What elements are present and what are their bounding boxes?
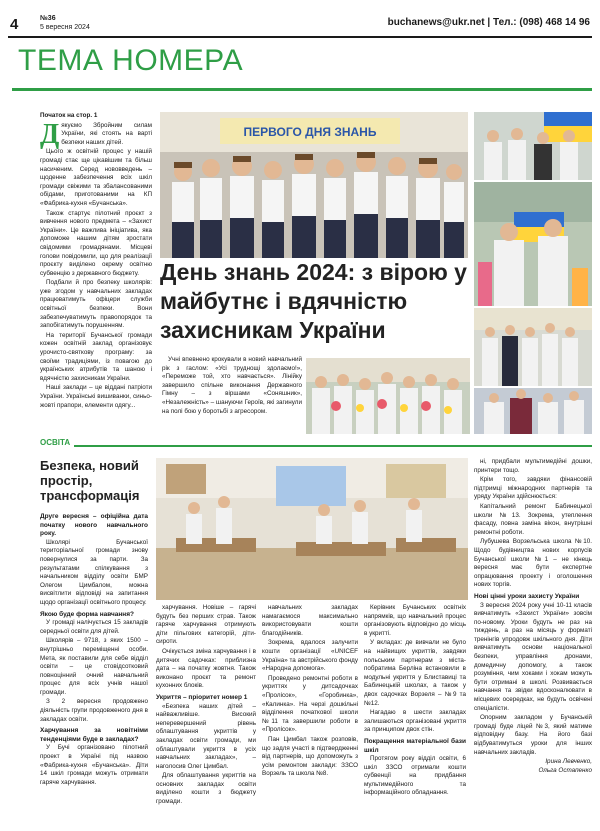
education-section-line [40,445,592,447]
continued-note: Початок на стор. 1 [40,112,98,119]
education-paragraph: Проведено ремонтні роботи в укриттях у дитсадочках «Пролісок», «Горобинка», «Калинка». На черзі дошкільні відділення початкової школи №11 та завершили роботи в «Пролісок». [262,674,358,734]
education-paragraph: Крім того, завдяки фінансовій підтримці міжнародних партнерів та уряду України здійснюється: [474,476,592,501]
education-paragraph: Лубушева Ворзельська школа №10. Щодо будівництва нових корпусів Бучанської школи №1 – не кінець вересня має бути експертне опрацювання проекту і оголошення нових торгів. [474,538,592,589]
education-paragraph: Школярі Бучанської територіальної громади знову повернулися за парти. За результатами спілкування з начальником відділу освіти БМР Олегом Цимбалом, можна висвітлити відповіді на запитання щодо організації освітнього процесу. [40,538,148,606]
education-subtitle: Друге вересня – офіційна дата початку нового навчального року. [40,513,148,538]
education-paragraph: Школярів – 9718, з яких 1500 – внутрішньо переміщенні особи. Мета, як поставили для себе відділ освіти – це стовідсотковий повноцінний очний навчальний процес для всіх учнів нашої громади. [40,637,148,696]
education-paragraph: «Безпека наших дітей – найважливіше. Високий неперевершений рівень облаштування укриттів у закладах освіти громади, ми облаштували укриття в усіх навчальних закладах», – наголосив Олег Цимбал. [156,702,256,770]
photo-classroom-children [156,458,468,600]
education-paragraph: Зокрема, вдалося залучити кошти організації «UNICEF Україна» та австрійського фонду «Народна допомога». [262,639,358,673]
education-paragraph: З вересня 2024 року учні 10-11 класів вивчатимуть «Захист України» зовсім по-новому. Уроки будуть не раз на тиждень, а раз на місяць у форматі тренінгів упродовж шкільного дня. Діти вивчатимуть основи національної безпеки, управління дронами, домедичну допомогу, а також розуміння, чим хоками і хокам можуть бути отримані в школі. Розвивається навчання та звідки вдосконалювати в місцевих осередках, не будуть освічені спеціалісти. [474,601,592,712]
education-paragraph: Керівник Бучанських освітніх напрямків, що навчальний процес організовують відповідно до місць в укритті. [364,604,466,637]
education-paragraph: Пан Цимбал також розповів, що задля участі в підтвердженні від партнерів, що допоможуть з усім ремонтом заклади: ЗЗСО Ворзель та школа №8. [262,735,358,778]
education-paragraph: Опорним закладом у Бучанській громаді буде ліцей №3, який матиме відповідну базу. На його базі відбуватимуться уроки для інших навчальних закладів. [474,714,592,756]
education-subheading: Харчування за новітніми тенденціями буде в закладах? [40,727,148,743]
section-title-underline [12,88,592,91]
education-subheading: Покращення матеріальної бази шкіл [364,737,466,754]
education-column-3 [262,604,358,824]
education-column-5 [474,458,592,824]
lead-paragraph: На території Бучанської громади кожен освітній заклад організовує урочисто-святкову програму: за своїми традиціями, із повагою до українських атрибутів та шаною і вдячністю захисникам України. [40,331,152,382]
lead-paragraph: якуємо Збройним силам України, які стоять на варті безпеки наших дітей. [61,121,152,146]
section-title: ТЕМА НОМЕРА [18,44,244,77]
education-column-1 [40,510,148,822]
lead-paragraph: Подбали й про безпеку школярів: уже згодом у навчальних закладах працюватимуть офіцери служби освітньої безпеки. Вони забезпечуватимуть правопорядок та запобігатимуть порушенням. [40,279,152,330]
education-paragraph: З 2 вересня продовжено діяльність групи продовженого дня в закладах освіти. [40,698,148,723]
education-subheading: Нові цінні уроки захисту України [474,592,580,600]
article-headline: День знань 2024: з вірою у майбутнє і вдячністю захисникам України [160,259,467,343]
photo-teacher-children [474,388,592,434]
education-paragraph: У громаді налічується 15 закладів середньої освіти для дітей. [40,619,148,635]
education-section-label: ОСВІТА [40,438,74,447]
education-article-title: Безпека, новий простір, трансформація [40,458,140,503]
classroom-banner-text: ПЕРВОГО ДНЯ ЗНАНЬ [243,125,377,139]
education-paragraph: Протягом року відділ освіти, 6 шкіл ЗЗСО отримали кошти субвенції на придбання мультимедійного та інформаційного обладнання. [364,755,466,797]
page-number: 4 [10,16,19,33]
education-paragraph: Для облаштування укриттів на основних закладах освіти виділено кошти з бюджету громади. [156,772,256,806]
education-subheading: Якою буде форма навчання? [40,610,134,618]
education-paragraph: У вкладах: де вивчали не було на найвищих укриттів, завдяки польським партнерам з міста-побратима Берліна встановили в модульні укриття у Блиставиці та Бабинецькій школах, а також у двох садочках Ворзеля – №9 та №12. [364,639,466,707]
photo-school-group [474,308,592,386]
issue-date: 5 вересня 2024 [40,24,90,31]
photo-girls-celebration [474,112,592,180]
lead-paragraph: Також стартує пілотний проєкт з вивчення нового предмета – «Захист України». Це важлива ініціатива, яка допоможе нашим дітям зростати свідомими громадянами. Місцеві голови повідомили, що для реалізації проєкту виділено окрему освітню субвенцію з державного бюджету. [40,209,152,277]
education-paragraph: ні, придбали мультимедійні дошки, принтери тощо. [474,458,592,474]
header-divider [8,36,592,38]
education-column-2 [156,604,256,824]
education-paragraph: Очікується зміна харчування і в дитячих садочках: приблизна дата – на початку жовтня. Також виконано проєкт та ремонт кухонних блоків. [156,647,256,690]
education-paragraph: Капітальний ремонт Бабинецької школи №13. Зокрема, утеплення фасаду, повна заміна вікон, внутрішні ремонтні роботи. [474,502,592,536]
main-photo-children-ceremony [160,112,468,258]
education-paragraph: У Бучі організовано пілотний проект в Україні під назвою «Фабрика-кухня «Бучанська». Діти 14 шкіл громади можуть отримати гаряче харчування. [40,744,148,786]
lead-paragraph: Цього ж освітній процес у нашій громаді стає ще цікавішим та більш насиченим. Серед нововведень – щоденне забезпечення всіх шкіл громади свіжими та збалансованими обідами, приготованими на КП «Фабрика-кухня «Бучанська». [40,148,152,207]
photo-girl-flag [474,182,592,306]
education-paragraph: Нагадаю в шести закладах залишаються організовані укриття за принципом двох стін. [364,709,466,734]
issue-info [40,14,90,32]
education-column-4 [364,604,466,824]
lead-continuation-column [162,356,302,417]
education-paragraph: навчальних закладах намагаємося максимально використовувати кошти благодійників. [262,604,358,637]
education-subheading: Укриття – пріоритет номер 1 [156,693,248,701]
education-paragraph: харчування. Новіше – гарячі будуть без перших страв. Також гаряче харчування отримують діти пільгових категорій, діти-сироти. [156,604,256,646]
lead-mini-paragraph: Учні впевнено крокували в новий навчальний рік з гаслом: «Усі труднощі здолаємо!», «Переможе той, хто навчається». Лінійку завершило спільне виконання Державного Гімну – з віршами «Соняшник», «Незалежність» – шануючи Героїв, які загинули на полі бою у боротьбі з агресором. [162,356,302,415]
drop-cap: Д [40,118,60,150]
issue-number: №36 [40,15,56,22]
photo-flower-bouquets [306,358,470,434]
lead-paragraph: Наші заклади – це відданi патріоти України. Українські вишиванки, синьо-жовті прапори, елементи одягу... [40,384,152,409]
author-signature: Ірина Левченко, [545,758,592,766]
author-signature: Ольга Остапенко [538,766,592,774]
contact-info[interactable]: buchanews@ukr.net | Тел.: (098) 468 14 96 [387,17,590,28]
